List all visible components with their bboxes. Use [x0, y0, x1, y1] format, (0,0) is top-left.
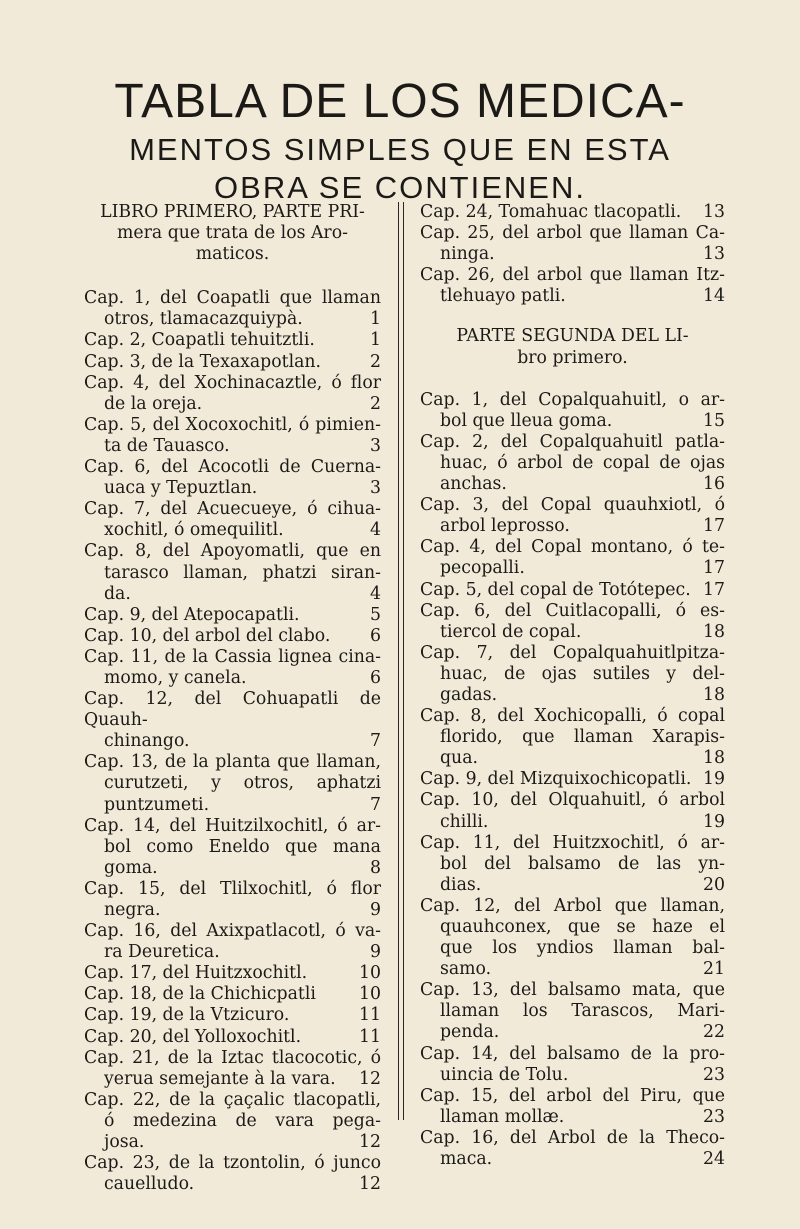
entry-text: Cap. 26, del arbol que llaman Itz-: [420, 265, 725, 286]
entry-line: [420, 516, 725, 537]
entry-line: [84, 605, 381, 626]
heading-line: bro primero.: [517, 347, 628, 368]
toc-entry: [420, 833, 725, 896]
entry-text: bol que lleua goma.: [440, 410, 613, 431]
toc-entry: [420, 643, 725, 706]
entry-line: [420, 790, 725, 811]
entry-line: [84, 373, 381, 394]
entry-line: [84, 858, 381, 879]
entry-line: [420, 580, 725, 601]
toc-entry: [84, 288, 381, 330]
entry-text: Cap. 7, del Acuecueye, ó cihua-: [84, 499, 381, 520]
entry-line: [84, 352, 381, 373]
toc-entry: [420, 790, 725, 832]
entry-line: [84, 563, 381, 584]
entry-line: [84, 921, 381, 942]
entry-line: [84, 520, 381, 541]
page-number: 13: [703, 244, 725, 265]
page-number: 7: [370, 794, 381, 815]
toc-entry: [84, 605, 381, 626]
page-number: 12: [359, 1174, 381, 1195]
entry-text: Cap. 5, del Xocoxochitl, ó pimien-: [84, 414, 381, 435]
entry-line: [420, 875, 725, 896]
page-number: 16: [703, 474, 725, 495]
entry-line: [84, 984, 381, 1005]
entry-text: Cap. 10, del arbol del clabo.: [84, 625, 331, 646]
entry-line: [84, 626, 381, 647]
entry-text: Cap. 9, del Mizquixochicopatli.: [420, 769, 692, 790]
entry-line: [84, 330, 381, 351]
page-number: 2: [370, 351, 381, 372]
entry-line: [84, 647, 381, 668]
toc-entry: [84, 330, 381, 351]
entry-line: [420, 980, 725, 1001]
toc-entry: [420, 706, 725, 769]
entry-text: Cap. 15, del arbol del Piru, que: [420, 1085, 725, 1106]
entry-line: [84, 1069, 381, 1090]
entry-text: Cap. 11, de la Cassia lignea cina-: [84, 646, 381, 667]
entry-text: Cap. 20, del Yolloxochitl.: [84, 1026, 302, 1047]
page-number: 19: [703, 811, 725, 832]
page-number: 22: [703, 1022, 725, 1043]
heading-line: LIBRO PRIMERO, PARTE PRI-: [100, 202, 365, 222]
toc-entry: [420, 265, 725, 307]
entry-line: [84, 457, 381, 478]
toc-entry: [84, 984, 381, 1005]
entry-text: Cap. 14, del balsamo de la pro-: [420, 1043, 725, 1064]
entry-line: [84, 584, 381, 605]
entry-line: [84, 816, 381, 837]
entry-text: Cap. 11, del Huitzxochitl, ó ar-: [420, 832, 725, 853]
toc-entry: [420, 1128, 725, 1170]
page-number: 23: [703, 1106, 725, 1127]
entry-text: Cap. 6, del Cuitlacopalli, ó es-: [420, 600, 725, 621]
entry-text: llaman los Tarascos, Mari-: [440, 1001, 725, 1022]
page-number: 3: [370, 478, 381, 499]
entry-text: Cap. 16, del Axixpatlacotl, ó va-: [84, 921, 381, 942]
entry-text: tiercol de copal.: [440, 621, 582, 642]
entry-text: uincia de Tolu.: [440, 1064, 569, 1085]
entry-text: tarasco llaman, phatzi siran-: [104, 562, 381, 583]
page-number: 17: [703, 516, 725, 537]
entry-text: Cap. 8, del Xochicopalli, ó copal: [420, 706, 725, 727]
toc-entry: [420, 390, 725, 432]
entry-line: [84, 394, 381, 415]
entry-line: [84, 879, 381, 900]
entry-text: huac, ó arbol de copal de ojas: [440, 452, 725, 473]
entry-line: [420, 685, 725, 706]
entry-line: [84, 1005, 381, 1026]
entry-text: Cap. 22, de la çaçalic tlacopatli,: [84, 1089, 381, 1110]
toc-entry: [84, 373, 381, 415]
toc-entry: [84, 626, 381, 647]
entry-text: bol del balsamo de las yn-: [440, 853, 725, 874]
page-number: 10: [359, 963, 381, 984]
entry-text: xochitl, ó omequilitl.: [104, 520, 284, 541]
entry-line: [84, 288, 381, 309]
entry-text: ó medezina de vara pega-: [104, 1110, 381, 1131]
page-number: 12: [359, 1132, 381, 1153]
entry-line: [420, 558, 725, 579]
entry-text: Cap. 3, del Copal quauhxiotl, ó: [420, 495, 725, 516]
entry-text: pecopalli.: [440, 558, 525, 579]
left-column: [84, 202, 381, 1195]
page-number: 11: [359, 1005, 381, 1026]
entry-text: Cap. 19, de la Vtzicuro.: [84, 1005, 290, 1026]
entry-line: [420, 1086, 725, 1107]
entry-line: [84, 963, 381, 984]
page-number: 2: [370, 393, 381, 414]
entry-text: Cap. 3, de la Texaxapotlan.: [84, 351, 322, 372]
toc-entry: [84, 1005, 381, 1026]
entry-text: ninga.: [440, 244, 495, 265]
entry-line: [420, 453, 725, 474]
entry-text: Cap. 1, del Copalquahuitl, o ar-: [420, 389, 725, 410]
entry-line: [84, 837, 381, 858]
entry-line: [420, 1107, 725, 1128]
toc-entry: [84, 352, 381, 373]
entry-line: [420, 1149, 725, 1170]
entry-text: puntzumeti.: [104, 794, 210, 815]
page-number: 11: [359, 1026, 381, 1047]
toc-entry: [84, 457, 381, 499]
entry-line: [84, 1174, 381, 1195]
page-number: 6: [370, 625, 381, 646]
entry-line: [84, 1027, 381, 1048]
entry-line: [84, 309, 381, 330]
toc-entry: [84, 879, 381, 921]
entry-text: otros, tlamacazquiypà.: [104, 309, 303, 330]
entry-line: [84, 731, 381, 752]
page-number: 4: [370, 583, 381, 604]
entry-line: [84, 1111, 381, 1132]
entry-line: [84, 795, 381, 816]
entry-text: dias.: [440, 874, 482, 895]
title-line-1: TABLA DE LOS MEDICA-: [114, 75, 686, 128]
entry-line: [84, 1153, 381, 1174]
entry-text: bol como Eneldo que mana: [104, 836, 381, 857]
page-title: [0, 76, 800, 206]
entry-text: Cap. 9, del Atepocapatli.: [84, 604, 300, 625]
toc-entry: [420, 202, 725, 223]
entry-line: [84, 668, 381, 689]
entry-text: Cap. 2, del Copalquahuitl patla-: [420, 431, 725, 452]
toc-entry: [84, 541, 381, 604]
entry-text: uaca y Tepuztlan.: [104, 478, 258, 499]
page-number: 13: [703, 202, 725, 222]
entry-text: chilli.: [440, 811, 489, 832]
title-line-3: OBRA SE CONTIENEN.: [214, 170, 586, 205]
page-number: 24: [703, 1149, 725, 1170]
toc-entry: [84, 816, 381, 879]
entry-text: Cap. 13, del balsamo mata, que: [420, 980, 725, 1001]
entry-line: [84, 773, 381, 794]
right-column: [420, 202, 725, 1170]
toc-entry: [84, 1048, 381, 1090]
entry-text: goma.: [104, 857, 158, 878]
entry-line: [420, 896, 725, 917]
title-line-2: MENTOS SIMPLES QUE EN ESTA: [129, 132, 671, 167]
entry-line: [420, 959, 725, 980]
page-number: 23: [703, 1064, 725, 1085]
entry-line: [84, 541, 381, 562]
entry-line: [84, 900, 381, 921]
toc-entry: [420, 495, 725, 537]
page-number: 10: [359, 984, 381, 1005]
page-number: 17: [703, 579, 725, 600]
entry-text: Cap. 17, del Huitzxochitl.: [84, 963, 308, 984]
entry-line: [420, 202, 725, 223]
page-number: 6: [370, 667, 381, 688]
toc-entry: [84, 1090, 381, 1153]
entry-text: penda.: [440, 1022, 500, 1043]
page-number: 1: [370, 330, 381, 351]
entry-text: Cap. 25, del arbol que llaman Ca-: [420, 223, 725, 244]
toc-entry: [420, 980, 725, 1043]
page-number: 14: [703, 286, 725, 307]
toc-entry: [420, 1086, 725, 1128]
entry-text: Cap. 12, del Arbol que llaman,: [420, 895, 725, 916]
toc-entry: [84, 647, 381, 689]
entry-text: Cap. 10, del Olquahuitl, ó arbol: [420, 790, 725, 811]
entry-text: Cap. 2, Coapatli tehuitztli.: [84, 330, 315, 351]
toc-entry: [420, 769, 725, 790]
entry-text: gadas.: [440, 684, 498, 705]
entry-text: negra.: [104, 900, 161, 920]
page-number: 20: [703, 874, 725, 895]
entry-text: Cap. 16, del Arbol de la Theco-: [420, 1127, 725, 1148]
toc-entry: [84, 921, 381, 963]
entry-line: [420, 601, 725, 622]
page-number: 18: [703, 748, 725, 769]
entry-text: Cap. 7, del Copalquahuitlpitza-: [420, 642, 725, 663]
entry-line: [420, 833, 725, 854]
entry-line: [420, 411, 725, 432]
entry-line: [420, 748, 725, 769]
entry-text: samo.: [440, 959, 492, 980]
entry-text: cauelludo.: [104, 1174, 195, 1195]
entry-text: Cap. 23, de la tzontolin, ó junco: [84, 1153, 381, 1174]
entry-line: [420, 244, 725, 265]
entry-text: Cap. 18, de la Chichicpatli: [84, 984, 316, 1005]
toc-entry: [84, 689, 381, 752]
entry-line: [420, 917, 725, 938]
toc-entry: [420, 601, 725, 643]
entry-text: que los yndios llaman bal-: [440, 938, 725, 959]
entry-line: [420, 286, 725, 307]
entry-text: tlehuayo patli.: [440, 286, 566, 307]
entry-line: [420, 432, 725, 453]
entry-text: Cap. 8, del Apoyomatli, que en: [84, 541, 381, 562]
section-heading: [420, 326, 725, 368]
page-number: 3: [370, 435, 381, 456]
entry-text: Cap. 12, del Cohuapatli de Quauh-: [84, 689, 381, 731]
toc-entry: [84, 752, 381, 815]
entry-line: [420, 727, 725, 748]
entry-line: [420, 223, 725, 244]
entry-text: momo, y canela.: [104, 667, 247, 688]
entry-line: [420, 812, 725, 833]
entry-line: [420, 622, 725, 643]
entry-line: [420, 1044, 725, 1065]
entry-text: arbol leprosso.: [440, 516, 570, 537]
entry-text: chinango.: [104, 731, 190, 752]
toc-entry: [420, 537, 725, 579]
entry-line: [84, 942, 381, 963]
entry-line: [420, 938, 725, 959]
entry-text: huac, de ojas sutiles y del-: [440, 663, 725, 684]
entry-line: [84, 689, 381, 731]
entry-line: [420, 1001, 725, 1022]
toc-entry: [84, 1027, 381, 1048]
toc-entry: [84, 499, 381, 541]
entry-line: [420, 537, 725, 558]
toc-entry: [84, 415, 381, 457]
entry-line: [420, 265, 725, 286]
entry-line: [84, 415, 381, 436]
column-divider: [398, 202, 404, 1120]
entry-text: quauhconex, que se haze el: [440, 917, 725, 937]
entry-line: [420, 643, 725, 664]
page-number: 19: [703, 769, 725, 790]
entry-text: anchas.: [440, 474, 507, 495]
entry-line: [84, 478, 381, 499]
toc-entry: [84, 963, 381, 984]
entry-line: [420, 390, 725, 411]
page-number: 4: [370, 520, 381, 541]
entry-line: [420, 1065, 725, 1086]
entry-line: [420, 664, 725, 685]
page-number: 17: [703, 558, 725, 579]
entry-text: maca.: [440, 1149, 493, 1170]
heading-line: mera que trata de los Aro-: [117, 223, 348, 244]
entry-line: [420, 854, 725, 875]
entry-text: Cap. 1, del Coapatli que llaman: [84, 288, 381, 309]
entry-line: [84, 752, 381, 773]
entry-line: [84, 436, 381, 457]
page-number: 9: [370, 900, 381, 920]
entry-text: yerua semejante à la vara.: [104, 1068, 336, 1089]
toc-entry: [420, 223, 725, 265]
heading-line: PARTE SEGUNDA DEL LI-: [456, 326, 689, 347]
entry-text: florido, que llaman Xarapis-: [440, 727, 725, 748]
entry-line: [84, 499, 381, 520]
entry-line: [420, 495, 725, 516]
entry-text: Cap. 21, de la Iztac tlacocotic, ó: [84, 1047, 381, 1068]
page-number: 12: [359, 1068, 381, 1089]
entry-line: [84, 1048, 381, 1069]
page-number: 21: [703, 959, 725, 980]
page-number: 5: [370, 604, 381, 625]
entry-text: Cap. 14, del Huitzilxochitl, ó ar-: [84, 815, 381, 836]
entry-text: josa.: [104, 1132, 145, 1153]
entry-text: curutzeti, y otros, aphatzi: [104, 773, 381, 794]
page-number: 1: [370, 309, 381, 330]
entry-text: Cap. 24, Tomahuac tlacopatli.: [420, 202, 682, 222]
page-number: 15: [703, 410, 725, 431]
page-number: 8: [370, 857, 381, 878]
entry-line: [420, 706, 725, 727]
entry-line: [420, 769, 725, 790]
toc-entry: [420, 1044, 725, 1086]
heading-line: maticos.: [195, 244, 270, 265]
entry-text: ta de Tauasco.: [104, 435, 230, 456]
entry-text: Cap. 4, del Xochinacaztle, ó flor: [84, 372, 381, 393]
page-number: 9: [370, 942, 381, 963]
entry-line: [420, 1022, 725, 1043]
entry-line: [84, 1132, 381, 1153]
page-number: 18: [703, 684, 725, 705]
toc-entry: [420, 896, 725, 980]
entry-text: qua.: [440, 748, 478, 769]
entry-text: Cap. 6, del Acocotli de Cuerna-: [84, 457, 381, 478]
section-heading: [84, 202, 381, 265]
entry-text: Cap. 4, del Copal montano, ó te-: [420, 537, 725, 558]
page-number: 18: [703, 621, 725, 642]
entry-text: Cap. 5, del copal de Totótepec.: [420, 579, 691, 600]
entry-text: Cap. 13, de la planta que llaman,: [84, 752, 381, 773]
toc-entry: [420, 580, 725, 601]
toc-entry: [84, 1153, 381, 1195]
entry-text: de la oreja.: [104, 393, 203, 414]
entry-text: da.: [104, 583, 131, 604]
entry-text: ra Deuretica.: [104, 942, 220, 963]
toc-entry: [420, 432, 725, 495]
entry-text: llaman mollæ.: [440, 1106, 565, 1127]
entry-line: [420, 1128, 725, 1149]
page-number: 7: [370, 731, 381, 752]
entry-text: Cap. 15, del Tlilxochitl, ó flor: [84, 878, 381, 899]
entry-line: [420, 474, 725, 495]
entry-line: [84, 1090, 381, 1111]
